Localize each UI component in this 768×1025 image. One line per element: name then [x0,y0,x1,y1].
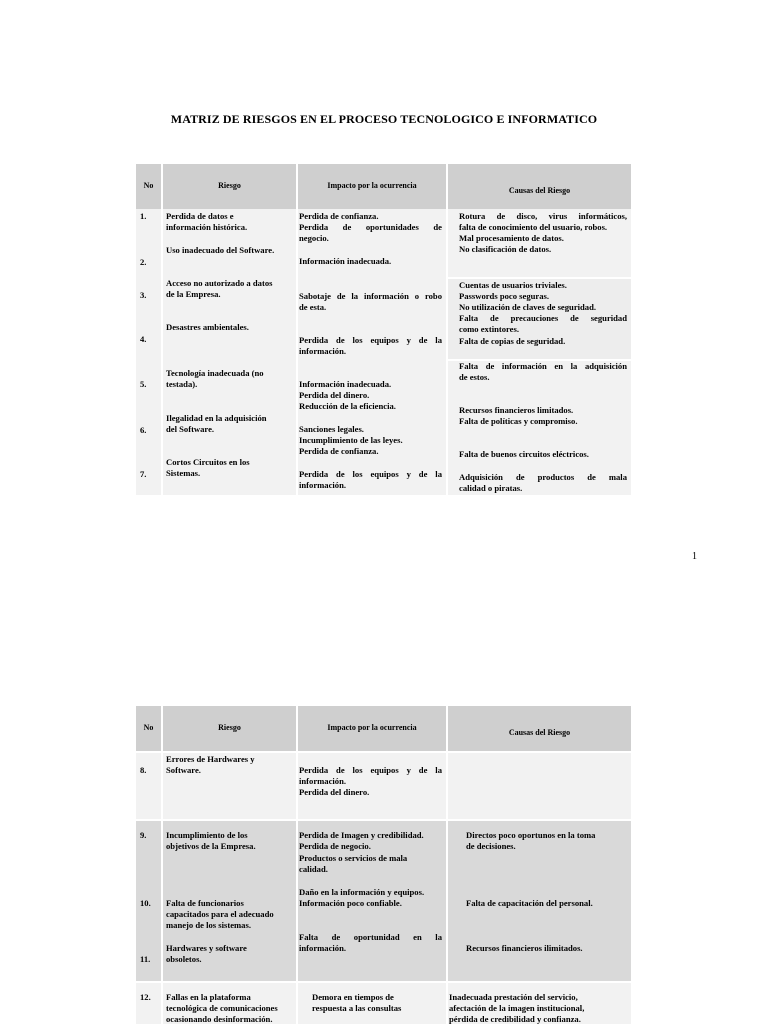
impacto-line: Reducción de la eficiencia. [299,401,396,411]
column-divider [161,164,163,495]
causas-line: pérdida de credibilidad y confianza. [449,1014,581,1024]
row-divider [136,819,631,821]
row-divider [446,277,631,279]
riesgo-line: manejo de los sistemas. [166,920,251,930]
causas-line: de estos. [459,372,490,382]
causas-line: Falta de copias de seguridad. [459,336,566,346]
riesgo-line: Fallas en la plataforma [166,992,251,1002]
impacto-line: Demora en tiempos de [312,992,394,1002]
impacto-line: información. [299,480,347,490]
header-impacto: Impacto por la ocurrencia [327,723,417,732]
impacto-line: Perdida de oportunidades de [299,222,442,232]
row-number: 6. [140,425,147,435]
impacto-line: Sanciones legales. [299,424,364,434]
causas-line: afectación de la imagen institucional, [449,1003,585,1013]
causas-line: No clasificación de datos. [459,244,552,254]
impacto-line: Daño en la información y equipos. [299,887,425,897]
table-header [136,164,631,209]
riesgo-line: de la Empresa. [166,289,221,299]
impacto-line: de esta. [299,302,327,312]
column-divider [446,706,448,1024]
row-number: 11. [140,954,151,964]
row-number: 12. [140,992,151,1002]
riesgo-line: Sistemas. [166,468,201,478]
riesgo-line: testada). [166,379,198,389]
impacto-line: Perdida del dinero. [299,390,370,400]
row-number: 10. [140,898,151,908]
riesgo-line: Ilegalidad en la adquisición [166,413,267,423]
header-causas: Causas del Riesgo [508,186,571,195]
riesgo-line: Falta de funcionarios [166,898,244,908]
causas-line: Directos poco oportunos en la toma [466,830,596,840]
row-number: 9. [140,830,147,840]
impacto-line: Sabotaje de la información o robo [299,291,442,301]
riesgo-line: Cortos Circuitos en los [166,457,250,467]
impacto-line: información. [299,776,347,786]
impacto-line: Perdida de confianza. [299,446,379,456]
impacto-line: Incumplimiento de las leyes. [299,435,403,445]
causas-line: Adquisición de productos de mala [459,472,627,482]
row-number: 1. [140,211,147,221]
riesgo-line: del Software. [166,424,215,434]
causas-line: Recursos financieros limitados. [459,405,574,415]
riesgo-line: objetivos de la Empresa. [166,841,256,851]
causas-line: de decisiones. [466,841,516,851]
page-title: MATRIZ DE RIESGOS EN EL PROCESO TECNOLOGICO E INFORMATICO [170,112,598,126]
causas-line: No utilización de claves de seguridad. [459,302,597,312]
column-divider [296,706,298,1024]
header-riesgo: Riesgo [218,723,241,732]
impacto-line: Información inadecuada. [299,379,392,389]
header-riesgo: Riesgo [218,181,241,190]
causas-line: Rotura de disco, virus informáticos, [459,211,627,221]
page-number: 1 [692,551,697,562]
riesgo-line: Hardwares y software [166,943,247,953]
header-impacto: Impacto por la ocurrencia [327,181,417,190]
causas-line: calidad o piratas. [459,483,523,493]
causas-line: Falta de políticas y compromiso. [459,416,578,426]
column-divider [161,706,163,1024]
causas-line: como extintores. [459,324,519,334]
riesgo-line: información histórica. [166,222,248,232]
table-header [136,706,631,751]
impacto-line: Perdida de negocio. [299,841,371,851]
causas-line: Cuentas de usuarios triviales. [459,280,567,290]
impacto-line: Productos o servicios de mala [299,853,408,863]
riesgo-line: obsoletos. [166,954,202,964]
riesgo-line: Uso inadecuado del Software. [166,245,275,255]
impacto-line: Falta de oportunidad en la [299,932,442,942]
row-divider [136,751,631,753]
row-divider [136,981,631,983]
riesgo-line: capacitados para el adecuado [166,909,274,919]
riesgo-line: tecnológica de comunicaciones [166,1003,278,1013]
riesgo-line: Incumplimiento de los [166,830,248,840]
header-no: No [143,723,154,732]
impacto-line: Perdida de los equipos y de la [299,335,442,345]
riesgo-line: Software. [166,765,201,775]
causas-line: falta de conocimiento del usuario, robos. [459,222,608,232]
riesgo-line: Perdida de datos e [166,211,234,221]
riesgo-line: Tecnología inadecuada (no [166,368,264,378]
row-number: 2. [140,257,147,267]
risk-table-2 [136,706,631,1024]
causas-line: Falta de buenos circuitos eléctricos. [459,449,589,459]
row-number: 4. [140,334,147,344]
impacto-line: información. [299,346,347,356]
row-number: 8. [140,765,147,775]
causas-line: Inadecuada prestación del servicio, [449,992,578,1002]
impacto-line: Información inadecuada. [299,256,392,266]
riesgo-line: ocasionando desinformación. [166,1014,273,1024]
impacto-line: Perdida de confianza. [299,211,379,221]
riesgo-line: Desastres ambientales. [166,322,249,332]
row-number: 7. [140,469,147,479]
impacto-line: Perdida de los equipos y de la [299,765,442,775]
causas-line: Falta de precauciones de seguridad [459,313,627,323]
column-divider [296,164,298,495]
column-divider [446,164,448,495]
header-no: No [143,181,154,190]
causas-line: Falta de capacitación del personal. [466,898,593,908]
riesgo-line: Acceso no autorizado a datos [166,278,273,288]
impacto-line: Perdida de los equipos y de la [299,469,442,479]
riesgo-line: Errores de Hardwares y [166,754,255,764]
causas-line: Mal procesamiento de datos. [459,233,564,243]
row-number: 5. [140,379,147,389]
causas-line: Passwords poco seguras. [459,291,549,301]
impacto-line: Información poco confiable. [299,898,402,908]
row-number: 3. [140,290,147,300]
causas-line: Recursos financieros ilimitados. [466,943,583,953]
impacto-line: respuesta a las consultas [312,1003,402,1013]
impacto-line: negocio. [299,233,329,243]
impacto-line: Perdida de Imagen y credibilidad. [299,830,424,840]
risk-table-1 [136,164,631,495]
causas-line: Falta de información en la adquisición [459,361,627,371]
impacto-line: información. [299,943,347,953]
impacto-line: calidad. [299,864,328,874]
impacto-line: Perdida del dinero. [299,787,370,797]
header-causas: Causas del Riesgo [508,728,571,737]
